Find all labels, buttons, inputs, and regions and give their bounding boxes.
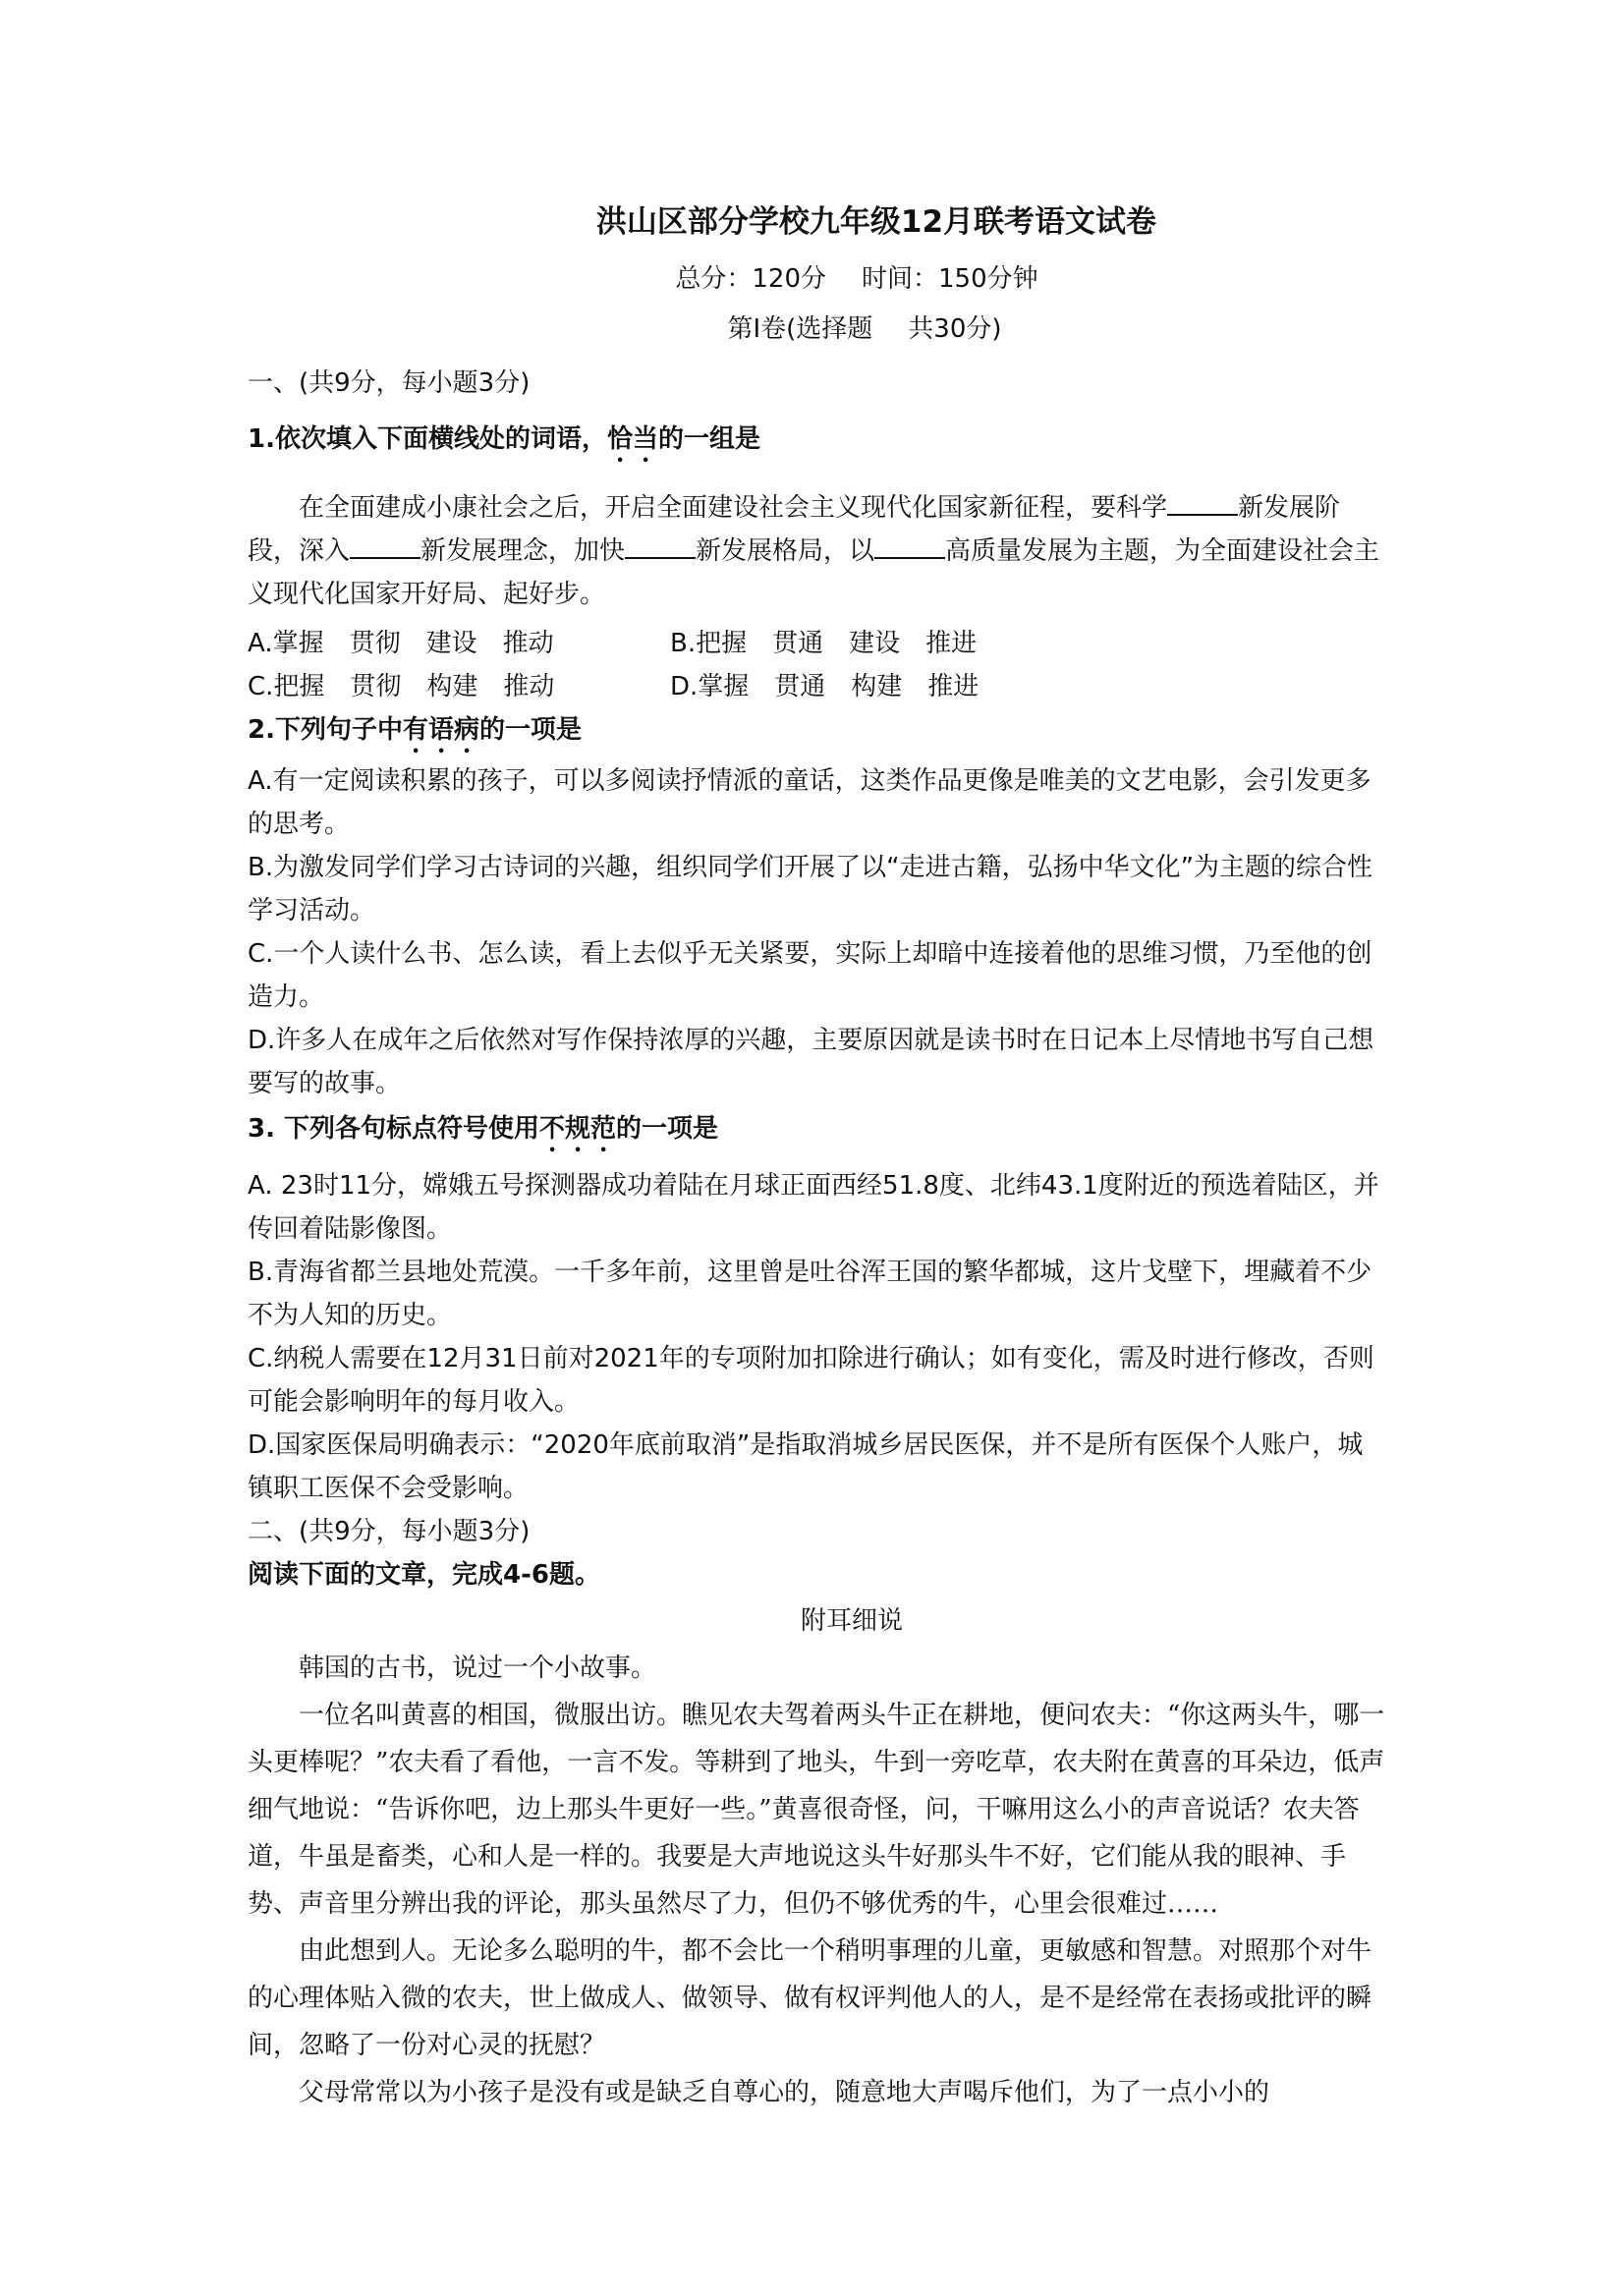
q3-option-a: A. 23时11分，嫦娥五号探测器成功着陆在月球正面西经51.8度、北纬43.1度附近的预选着陆区，并传回着陆影像图。 <box>248 1171 1379 1244</box>
q2-option-a: A.有一定阅读积累的孩子，可以多阅读抒情派的童话，这类作品更像是唯美的文艺电影，会引发更多的思考。 <box>248 766 1371 839</box>
option-d: D.掌握 贯通 构建 推进 <box>670 672 979 701</box>
volume-heading: 第Ⅰ卷(选择题 共30分) <box>727 314 1002 344</box>
exam-title: 洪山区部分学校九年级12月联考语文试卷 <box>595 204 1157 240</box>
part1-heading: 一、(共9分，每小题3分) <box>248 368 531 398</box>
q2-option-d: D.许多人在成年之后依然对写作保持浓厚的兴趣，主要原因就是读书时在日记本上尽情地书写自己想要写的故事。 <box>248 1026 1374 1098</box>
question-2-prompt: 2.下列句子中有语病的一项是 <box>248 715 582 745</box>
fill-blank <box>350 533 420 559</box>
exam-meta <box>248 258 1387 295</box>
q2-option-c: C.一个人读什么书、怎么读，看上去似乎无关紧要，实际上却暗中连接着他的思维习惯，乃至他的创造力。 <box>248 939 1372 1012</box>
total-score: 总分：120分 <box>675 264 826 294</box>
question-1-prompt: 1.依次填入下面横线处的词语，恰当的一组是 <box>248 424 760 454</box>
exam-time: 时间：150分钟 <box>862 264 1038 294</box>
option-c: C.把握 贯彻 构建 推动 <box>248 672 555 701</box>
option-b: B.把握 贯通 建设 推进 <box>670 629 978 658</box>
story-paragraph: 一位名叫黄喜的相国，微服出访。瞧见农夫驾着两头牛正在耕地，便问农夫：“你这两头牛，哪一头更棒呢？”农夫看了看他，一言不发。等耕到了地头，牛到一旁吃草，农夫附在黄喜的耳朵边，低声细气地说：“告诉你吧，边上那头牛更好一些。”黄喜很奇怪，问，干嘛用这么小的声音说话？农夫答道，牛虽是畜类，心和人是一样的。我要是大声地说这头牛好那头牛不好，它们能从我的眼神、手势、声音里分辨出我的评论，那头虽然尽了力，但仍不够优秀的牛，心里会很难过…… <box>248 1701 1385 1919</box>
q2-option-b: B.为激发同学们学习古诗词的兴趣，组织同学们开展了以“走进古籍，弘扬中华文化”为主题的综合性学习活动。 <box>248 853 1373 925</box>
story-body <box>248 1645 1387 2116</box>
reading-instruction: 阅读下面的文章，完成4-6题。 <box>248 1560 600 1590</box>
q3-option-d: D.国家医保局明确表示：“2020年底前取消”是指取消城乡居民医保，并不是所有医保个人账户，城镇职工医保不会受影响。 <box>248 1430 1364 1503</box>
part2-heading: 二、(共9分，每小题3分) <box>248 1517 531 1546</box>
story-paragraph: 父母常常以为小孩子是没有或是缺乏自尊心的，随意地大声喝斥他们，为了一点小小的 <box>299 2078 1270 2107</box>
story-title: 附耳细说 <box>800 1606 903 1636</box>
fill-blank <box>1167 490 1238 516</box>
q3-option-c: C.纳税人需要在12月31日前对2021年的专项附加扣除进行确认；如有变化，需及时进行修改，否则可能会影响明年的每月收入。 <box>248 1344 1374 1417</box>
fill-blank <box>874 533 945 559</box>
story-paragraph: 由此想到人。无论多么聪明的牛，都不会比一个稍明事理的儿童，更敏感和智慧。对照那个对牛的心理体贴入微的农夫，世上做成人、做领导、做有权评判他人的人，是不是经常在表扬或批评的瞬间，忽略了一份对心灵的抚慰？ <box>248 1936 1372 2060</box>
question-3-prompt: 3. 下列各句标点符号使用不规范的一项是 <box>248 1114 719 1144</box>
exam-content <box>248 196 1387 2116</box>
option-a: A.掌握 贯彻 建设 推动 <box>248 629 554 658</box>
fill-blank <box>625 533 696 559</box>
q3-option-b: B.青海省都兰县地处荒漠。一千多年前，这里曾是吐谷浑王国的繁华都城，这片戈壁下，埋藏着不少不为人知的历史。 <box>248 1258 1372 1330</box>
question-1-text: 在全面建成小康社会之后，开启全面建设社会主义现代化国家新征程，要科学 新发展阶段，深入 新发展理念，加快 新发展格局，以 高质量发展为主题，为全面建设社会主义现代化国家开好局、起好步。 <box>248 486 1387 616</box>
question-1-options <box>248 622 1387 708</box>
story-paragraph: 韩国的古书，说过一个小故事。 <box>299 1653 657 1683</box>
